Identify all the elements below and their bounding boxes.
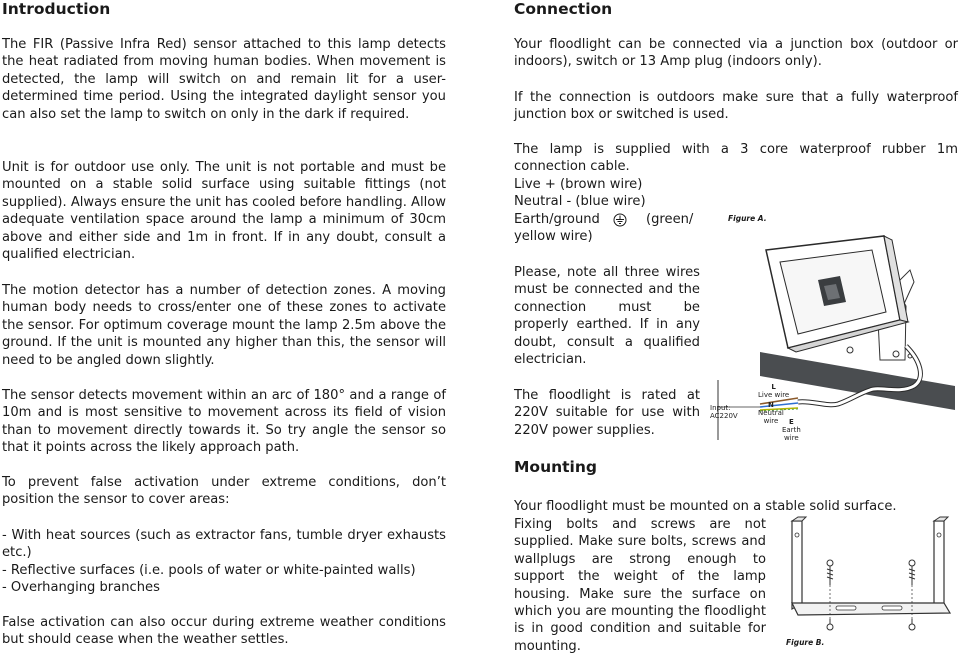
floodlight-wiring-illustration bbox=[700, 210, 955, 450]
figure-b-label: Figure B. bbox=[786, 638, 825, 647]
list-item: - With heat sources (such as extractor fans, tumble dryer exhausts etc.) bbox=[2, 528, 446, 561]
earth-wire-color: (green/ bbox=[646, 212, 694, 227]
live-wire-text: Live + (brown wire) bbox=[514, 177, 643, 192]
connection-paragraph-5: The floodlight is rated at 220V suitable for use with 220V power supplies. bbox=[514, 388, 700, 438]
intro-paragraph-3: The motion detector has a number of detection zones. A moving human body needs to cross/enter one of these zones to activate the sensor. For optimum coverage mount the lamp 2.5m above the ground. If the unit is mounted any higher than this, the sensor will need to be angled down slightly. bbox=[2, 283, 446, 368]
introduction-heading: Introduction bbox=[2, 0, 111, 18]
intro-paragraph-4: The sensor detects movement within an arc of 180° and a range of 10m and is most sensitive to movement across its field of vision than to movement directly towards it. So try angle the sensor so that it points across the likely approach path. bbox=[2, 388, 446, 456]
connection-paragraph-1: Your floodlight can be connected via a junction box (outdoor or indoors), switch or 13 Amp plug (indoors only). bbox=[514, 37, 958, 70]
neutral-wire-label: N Neutral wire bbox=[758, 401, 784, 425]
live-wire-label: L Live wire bbox=[758, 383, 790, 399]
connection-paragraph-2: If the connection is outdoors make sure that a fully waterproof junction box or switched is used. bbox=[514, 90, 958, 123]
list-item: - Reflective surfaces (i.e. pools of water or white-painted walls) bbox=[2, 562, 416, 578]
earth-wire-color-cont: yellow wire) bbox=[514, 229, 593, 244]
intro-paragraph-5: To prevent false activation under extreme conditions, don’t position the sensor to cover areas: bbox=[2, 475, 446, 508]
list-item: - Overhanging branches bbox=[2, 580, 160, 596]
input-label: Input: AC220V bbox=[710, 404, 738, 420]
intro-paragraph-6: False activation can also occur during extreme weather conditions but should cease when the weather settles. bbox=[2, 615, 446, 648]
neutral-wire-text: Neutral - (blue wire) bbox=[514, 194, 646, 209]
mounting-heading: Mounting bbox=[514, 458, 597, 476]
earth-wire-line bbox=[514, 211, 714, 229]
mounting-paragraph-1: Your floodlight must be mounted on a stable solid surface. bbox=[514, 499, 897, 514]
intro-paragraph-2: Unit is for outdoor use only. The unit is not portable and must be mounted on a stable solid surface using suitable fittings (not supplied). Always ensure the unit has cooled before handling. Allow adequate ventilation space around the lamp a minimum of 30cm above and either side and 1m in front. If in any doubt, consult a qualified electrician. bbox=[2, 160, 446, 263]
connection-paragraph-3: The lamp is supplied with a 3 core waterproof rubber 1m connection cable. bbox=[514, 142, 958, 175]
mounting-bracket-illustration bbox=[784, 515, 958, 653]
figure-b bbox=[784, 515, 958, 653]
connection-paragraph-4: Please, note all three wires must be connected and the connection must be properly earthed. If in any doubt, consult a qualified electrician. bbox=[514, 265, 700, 368]
earth-wire-label: E Earth wire bbox=[782, 418, 801, 442]
intro-list bbox=[2, 527, 446, 597]
figure-a bbox=[700, 210, 955, 450]
earth-wire-text: Earth/ground bbox=[514, 212, 600, 227]
mounting-paragraph-2: Fixing bolts and screws are not supplied. Make sure bolts, screws and wallplugs are strong enough to support the weight of the lamp housing. Make sure the surface on which you are mounting the floodlight is in good condition and suitable for mounting. bbox=[514, 517, 766, 654]
figure-a-label: Figure A. bbox=[728, 214, 767, 223]
connection-heading: Connection bbox=[514, 0, 613, 18]
intro-paragraph-1: The FIR (Passive Infra Red) sensor attached to this lamp detects the heat radiated from moving human bodies. When movement is detected, the lamp will switch on and remain lit for a user-determined time period. Using the integrated daylight sensor you can also set the lamp to switch on only in the dark if required. bbox=[2, 37, 446, 122]
